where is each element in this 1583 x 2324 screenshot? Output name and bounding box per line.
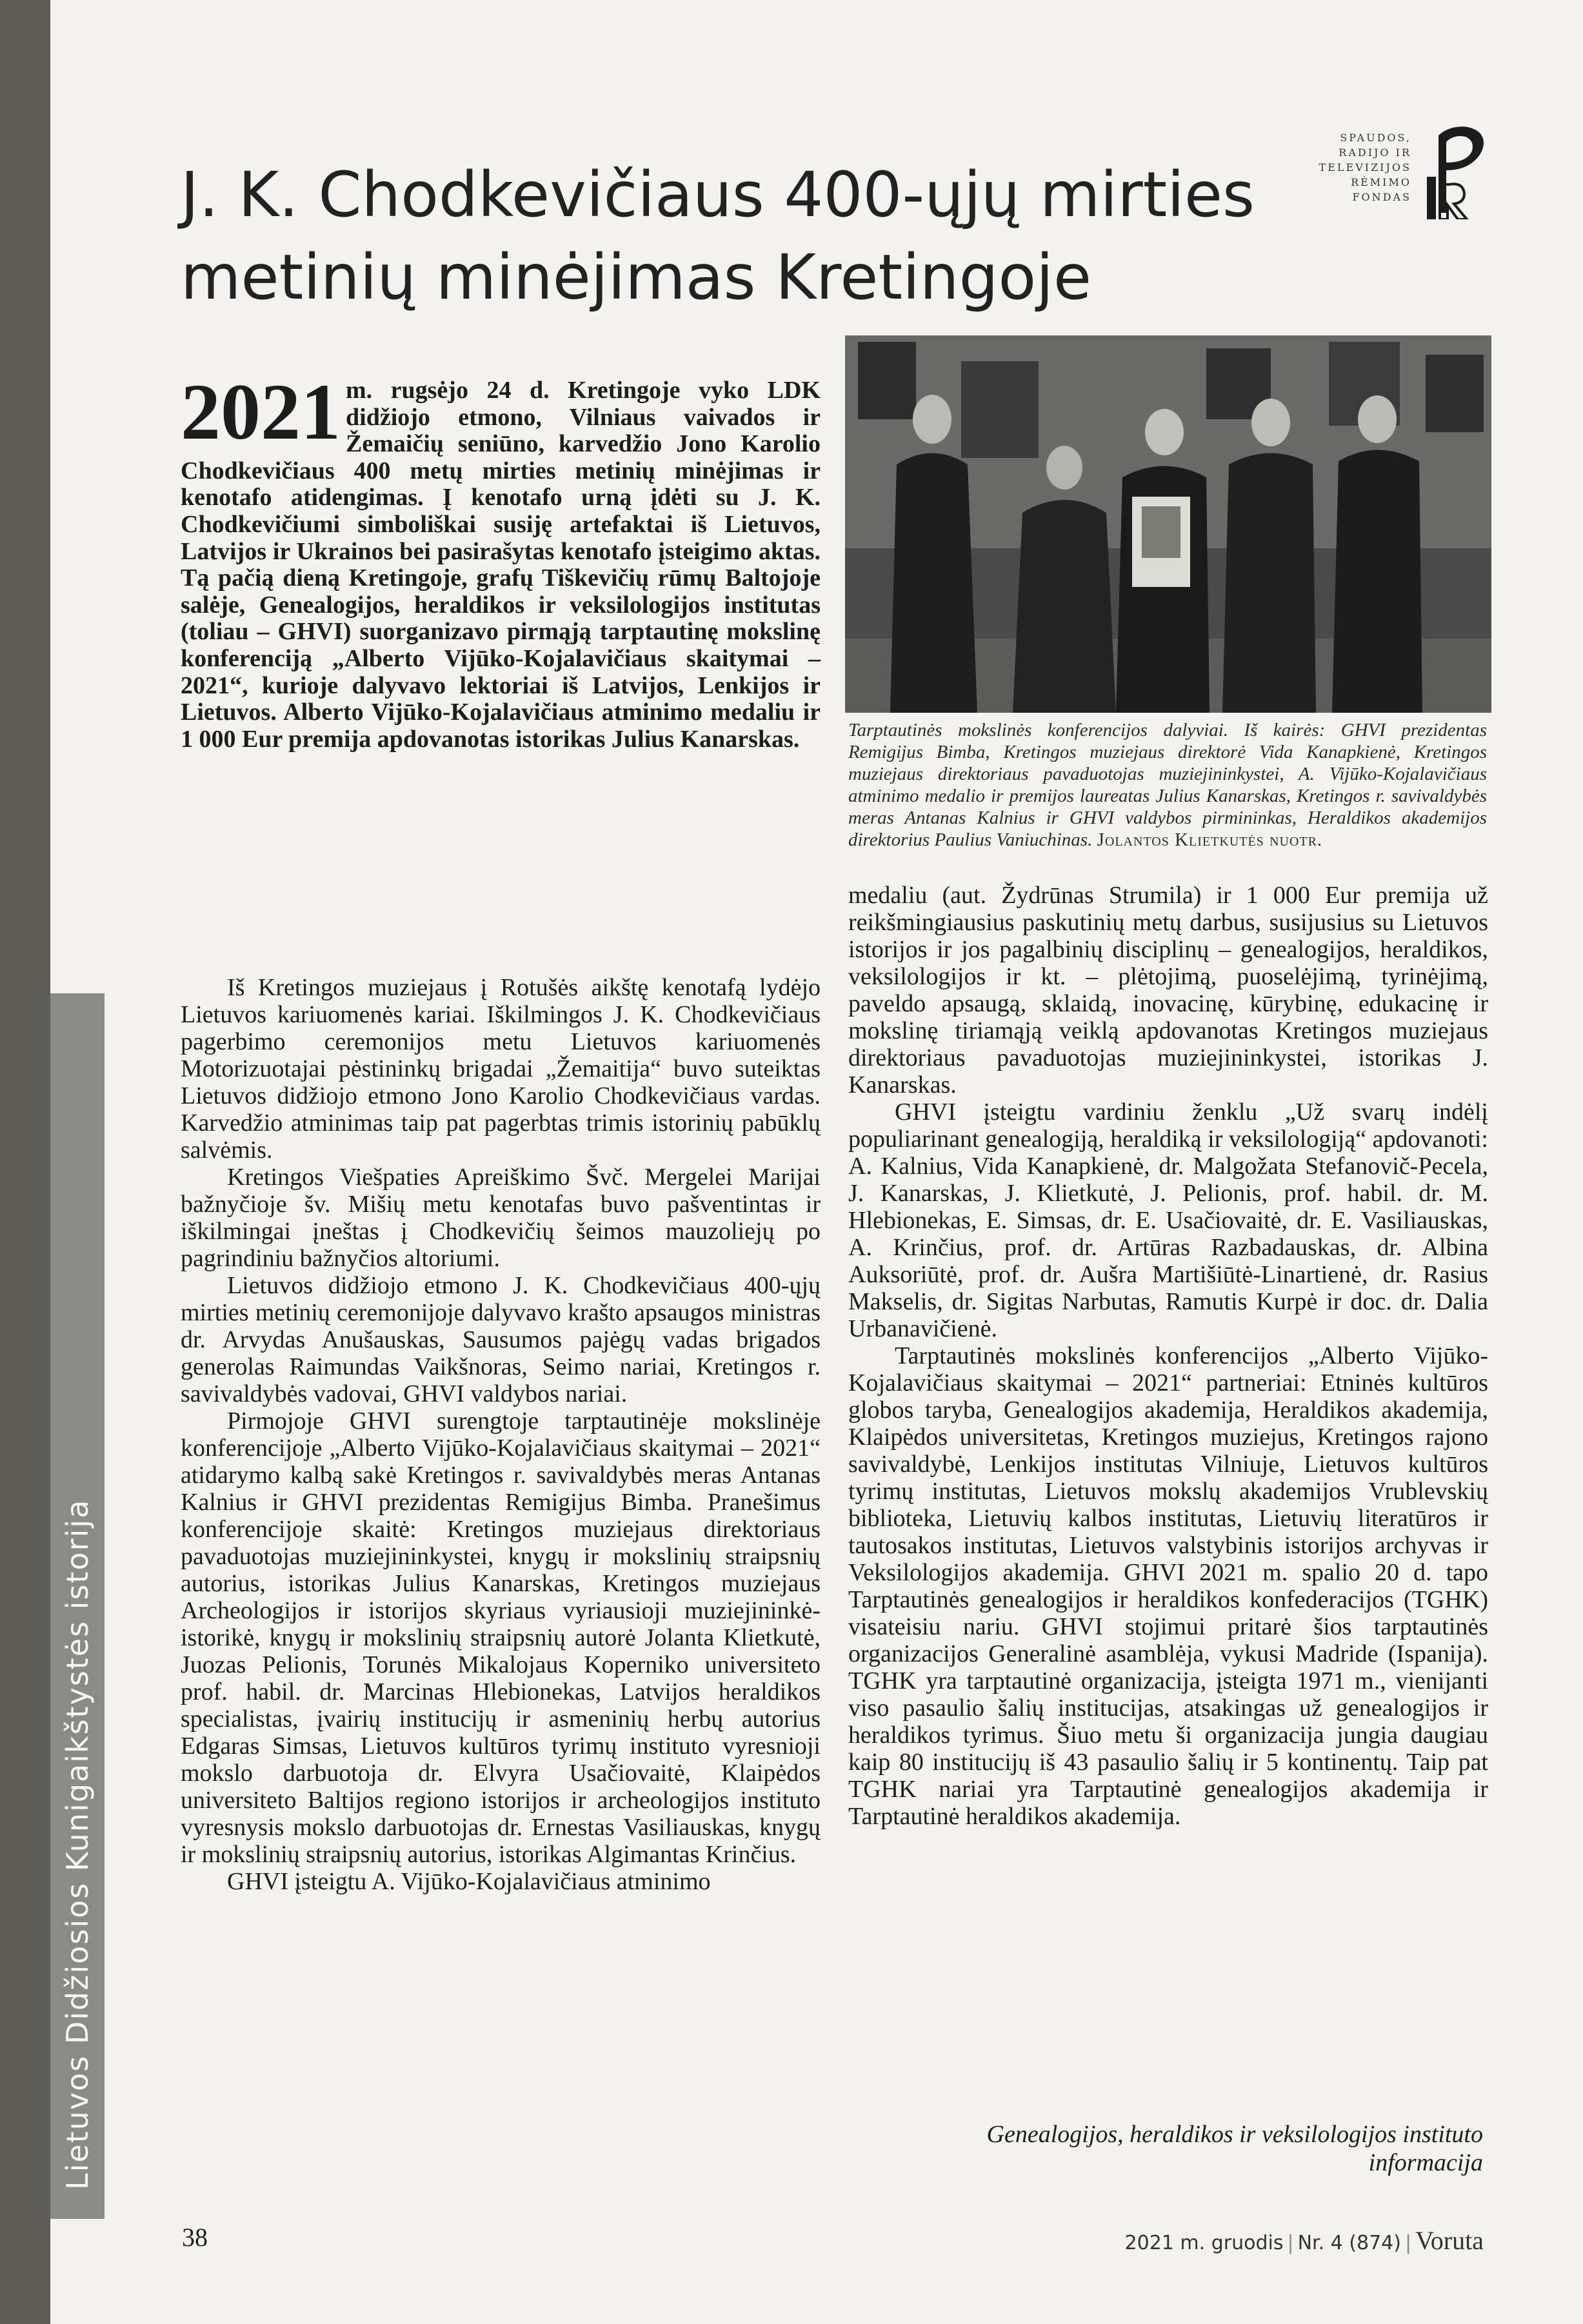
- signature-line-2: informacija: [1368, 2149, 1483, 2176]
- issue-date: 2021 m. gruodis: [1124, 2232, 1284, 2254]
- right-column: [848, 882, 1488, 1830]
- article-signature: [848, 2120, 1483, 2177]
- footer-divider: |: [1287, 2232, 1294, 2254]
- article-lead: [181, 368, 821, 753]
- title-line-2: metinių minėjimas Kretingoje: [181, 241, 1092, 313]
- issue-number: Nr. 4 (874): [1297, 2232, 1401, 2254]
- magazine-name: Voruta: [1415, 2226, 1484, 2255]
- lead-text: m. rugsėjo 24 d. Kretingoje vyko LDK didžiojo etmono, Vilniaus vaivados ir Žemaičių seniūno, karvedžio Jono Karolio Chodkevičiaus 400 metų mirties metinių minėjimas ir kenotafo atidengimas. Į kenotafo urną įdėti su J. K. Chodkevičiumi simboliškai susiję artefaktai iš Lietuvos, Latvijos ir Ukrainos bei pasirašytas kenotafo įsteigimo aktas. Tą pačią dieną Kretingoje, grafų Tiškevičių rūmų Baltojoje salėje, Genealogijos, heraldikos ir veksilologijos institutas (toliau – GHVI) suorganizavo pirmąją tarptautinę mokslinę konferenciją „Alberto Vijūko-Kojalavičiaus skaitymai – 2021“, kurioje dalyvavo lektoriai iš Latvijos, Lenkijos ir Lietuvos. Alberto Vijūko-Kojalavičiaus atminimo medaliu ir 1 000 Eur premija apdovanotas istorikas Julius Kanarskas.: [181, 377, 821, 753]
- conference-participants-photo: [845, 335, 1491, 713]
- fund-logo-text: [1309, 130, 1411, 204]
- fund-logo: [1309, 123, 1497, 226]
- photo-caption-text: Tarptautinės mokslinės konferencijos dalyviai. Iš kairės: GHVI prezidentas Remigijus Bimba, Kretingos muziejaus direktorė Vida Kanapkienė, Kretingos muziejaus direktoriaus pavaduotojas muziejininkystei, A. Vijūko-Kojalavičiaus atminimo medalio ir premijos laureatas Julius Kanarskas, Kretingos r. savivaldybės meras Antanas Kalnius ir GHVI valdybos pirmininkas, Heraldikos akademijos direktorius Paulius Vaniuchinas.: [848, 720, 1487, 850]
- article-title: [181, 154, 1303, 319]
- footer-divider: |: [1404, 2232, 1412, 2254]
- body-paragraph: GHVI įsteigtu vardiniu ženklu „Už svarų indėlį populiarinant genealogiją, heraldiką ir veksilologiją“ apdovanoti: A. Kalnius, Vida Kanapkienė, dr. Malgožata Stefanovič-Pecela, J. Kanarskas, J. Klietkutė, J. Pelionis, prof. habil. dr. M. Hlebionekas, E. Simsas, dr. E. Usačiovaitė, dr. E. Vasiliauskas, A. Krinčius, prof. dr. Artūras Razbadauskas, dr. Albina Auksoriūtė, prof. dr. Aušra Martišiūtė-Linartienė, dr. Rasius Makselis, dr. Sigitas Narbutas, Ramutis Kurpė ir doc. dr. Dalia Urbanavičienė.: [848, 1098, 1488, 1342]
- fund-logo-mark-icon: [1420, 123, 1491, 219]
- body-paragraph: medaliu (aut. Žydrūnas Strumila) ir 1 000 Eur premija už reikšmingiausius paskutinių metų darbus, susijusius su Lietuvos istorijos ir jos pagalbinių disciplinų – genealogijos, heraldikos, veksilologijos ir kt. – plėtojimą, puoselėjimą, tyrinėjimą, paveldo apsaugą, sklaidą, inovacinę, kūrybinę, edukacinę ir mokslinę tiriamąją veiklą apdovanotas Kretingos muziejaus direktoriaus pavaduotojas muziejininkystei, istorikas J. Kanarskas.: [848, 882, 1488, 1098]
- body-paragraph: GHVI įsteigtu A. Vijūko-Kojalavičiaus atminimo: [227, 1868, 711, 1895]
- page-footer: [1122, 2225, 1484, 2256]
- body-paragraph: Kretingos Viešpaties Apreiškimo Švč. Mergelei Marijai bažnyčioje šv. Mišių metu kenotafas buvo pašventintas ir iškilmingai įneštas į Chodkevičių šeimos mauzoliejų po pagrindiniu bažnyčios altoriumi.: [181, 1164, 821, 1272]
- logo-line: SPAUDOS,: [1340, 132, 1411, 144]
- logo-line: FONDAS: [1352, 191, 1411, 203]
- left-column: [181, 974, 821, 1895]
- body-paragraph: Iš Kretingos muziejaus į Rotušės aikštę kenotafą lydėjo Lietuvos kariuomenės kariai. Iškilmingos J. K. Chodkevičiaus pagerbimo ceremonijos metu Lietuvos kariuomenės Motorizuotajai pėstininkų brigadai „Žemaitija“ buvo suteiktas Lietuvos didžiojo etmono Jono Karolio Chodkevičiaus vardas. Karvedžio atminimas taip pat pagerbtas trimis istorinių pabūklų salvėmis.: [181, 974, 821, 1164]
- body-paragraph: Tarptautinės mokslinės konferencijos „Alberto Vijūko-Kojalavičiaus skaitymai – 2021“ partneriai: Etninės kultūros globos taryba, Genealogijos akademija, Heraldikos akademija, Klaipėdos universitetas, Kretingos muziejus, Kretingos rajono savivaldybė, Lenkijos institutas Vilniuje, Lietuvos kultūros tyrimų institutas, Lietuvos mokslų akademijos Vrublevskių biblioteka, Lietuvių kalbos institutas, Lietuvių literatūros ir tautosakos institutas, Lietuvos valstybinis istorijos archyvas ir Veksilologijos akademija. GHVI 2021 m. spalio 20 d. tapo Tarptautinės genealogijos ir heraldikos konfederacijos (TGHK) visateisiu nariu. GHVI stojimui pritarė šios tarptautinės organizacijos Generalinė asamblėja, vykusi Madride (Ispanija). TGHK yra tarptautinė organizacija, įsteigta 1971 m., vienijanti viso pasaulio šalių institucijas, atsakingas už genealogijos ir heraldikos tyrimus. Šiuo metu ši organizacija jungia daugiau kaip 80 institucijų iš 43 pasaulio šalių ir 5 kontinentų. Taip pat TGHK nariai yra Tarptautinė genealogijos akademija ir Tarptautinė heraldikos akademija.: [848, 1342, 1488, 1830]
- lead-dropcap: 2021: [181, 368, 341, 456]
- signature-line-1: Genealogijos, heraldikos ir veksilologijos instituto: [986, 2121, 1483, 2148]
- page-number: 38: [182, 2223, 208, 2252]
- logo-line: RĖMIMO: [1351, 176, 1411, 188]
- body-paragraph: Pirmojoje GHVI surengtoje tarptautinėje mokslinėje konferencijoje „Alberto Vijūko-Kojalavičiaus skaitymai – 2021“ atidarymo kalbą sakė Kretingos r. savivaldybės meras Antanas Kalnius ir GHVI prezidentas Remigijus Bimba. Pranešimus konferencijoje skaitė: Kretingos muziejaus direktoriaus pavaduotojas muziejininkystei, knygų ir mokslinių straipsnių autorius, istorikas Julius Kanarskas, Kretingos muziejaus Archeologijos ir istorijos skyriaus vyriausioji muziejininkė-istorikė, knygų ir mokslinių straipsnių autorė Jolanta Klietkutė, Juozas Pelionis, Torunės Mikalojaus Koperniko universiteto prof. habil. dr. Marcinas Hlebionekas, Latvijos heraldikos specialistas, įvairių institucijų ir asmeninių herbų autorius Edgaras Simsas, Lietuvos kultūros tyrimų instituto vyresnioji mokslo darbuotoja dr. Elvyra Usačiovaitė, Klaipėdos universiteto Baltijos regiono istorijos ir archeologijos instituto vyresnysis mokslo darbuotojas dr. Ernestas Vasiliauskas, knygų ir mokslinių straipsnių autorius, istorikas Algimantas Krinčius.: [181, 1407, 821, 1868]
- body-paragraph: Lietuvos didžiojo etmono J. K. Chodkevičiaus 400-ųjų mirties metinių ceremonijoje dalyvavo krašto apsaugos ministras dr. Arvydas Anušauskas, Sausumos pajėgų vadas brigados generolas Raimundas Vaikšnoras, Seimo nariai, Kretingos r. savivaldybės vadovai, GHVI valdybos nariai.: [181, 1272, 821, 1407]
- logo-line: TELEVIZIJOS: [1319, 161, 1411, 174]
- title-line-1: J. K. Chodkevičiaus 400-ųjų mirties: [181, 159, 1255, 231]
- photo-caption: [848, 719, 1487, 851]
- sidebar-section-label: Lietuvos Didžiosios Kunigaikštystės istorija: [60, 1498, 95, 2190]
- logo-line: RADIJO IR: [1339, 146, 1411, 159]
- photo-credit: Jolantos Klietkutės nuotr.: [1097, 829, 1323, 850]
